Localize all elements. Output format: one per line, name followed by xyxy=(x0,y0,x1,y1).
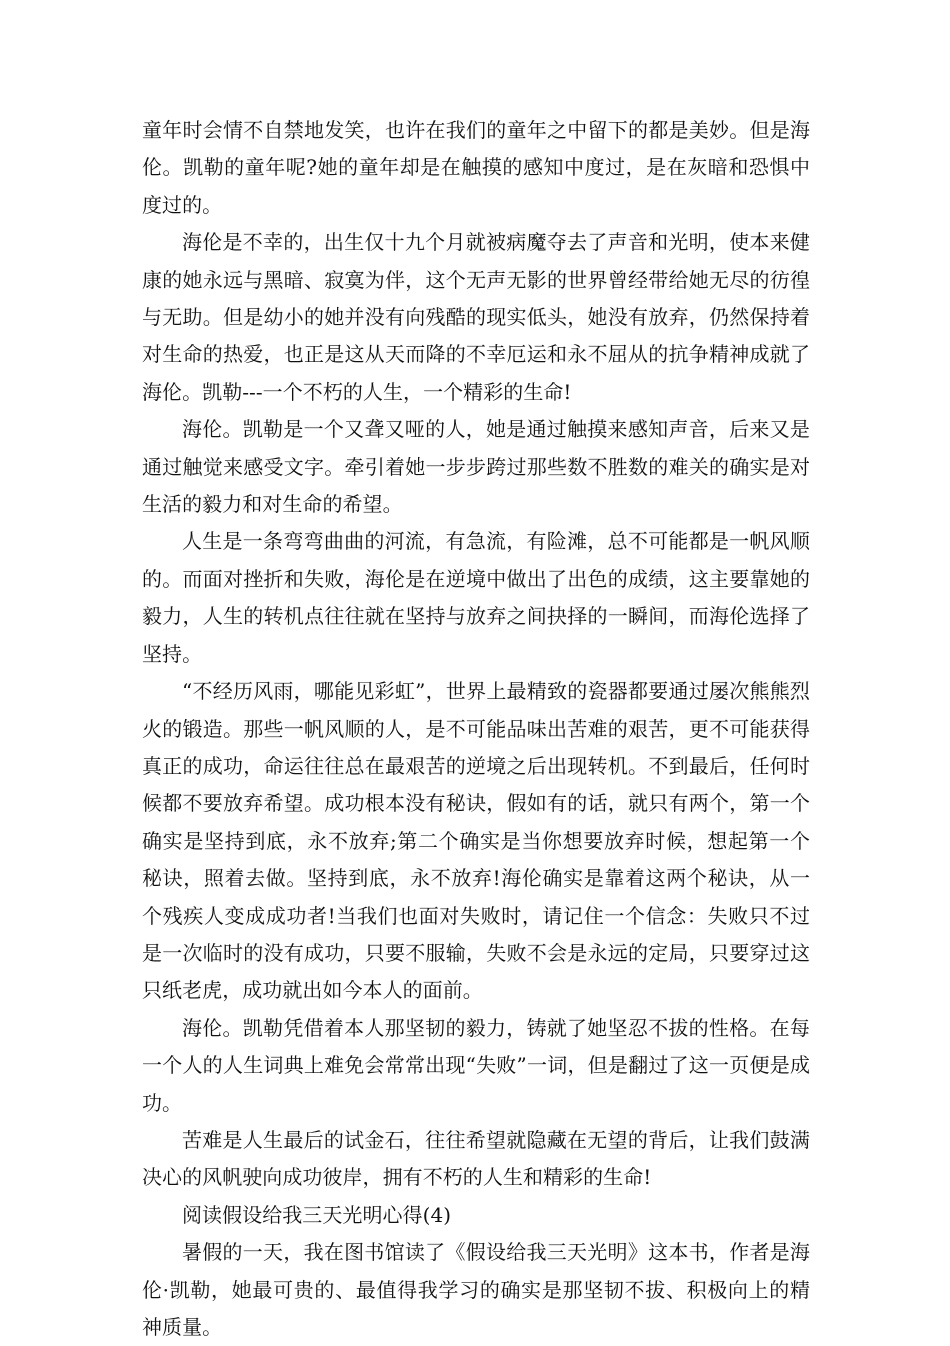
paragraph-4: 人生是一条弯弯曲曲的河流，有急流，有险滩，总不可能都是一帆风顺的。而面对挫折和失败，海伦是在逆境中做出了出色的成绩，这主要靠她的毅力，人生的转机点往往就在坚持与放弃之间抉择的一瞬间，而海伦选择了坚持。 xyxy=(142,529,810,666)
essay-body xyxy=(142,112,810,1346)
paragraph-5: “不经历风雨，哪能见彩虹”，世界上最精致的瓷器都要通过屡次熊熊烈火的锻造。那些一帆风顺的人，是不可能品味出苦难的艰苦，更不可能获得真正的成功，命运往往总在最艰苦的逆境之后出现转机。不到最后，任何时候都不要放弃希望。成功根本没有秘诀，假如有的话，就只有两个，第一个确实是坚持到底，永不放弃;第二个确实是当你想要放弃时候，想起第一个秘诀，照着去做。坚持到底，永不放弃!海伦确实是靠着这两个秘诀，从一个残疾人变成成功者!当我们也面对失败时，请记住一个信念：失败只不过是一次临时的没有成功，只要不服输，失败不会是永远的定局，只要穿过这只纸老虎，成功就出如今本人的面前。 xyxy=(142,679,810,1003)
paragraph-7: 苦难是人生最后的试金石，往往希望就隐藏在无望的背后，让我们鼓满决心的风帆驶向成功彼岸，拥有不朽的人生和精彩的生命! xyxy=(142,1127,810,1190)
paragraph-1: 童年时会情不自禁地发笑，也许在我们的童年之中留下的都是美妙。但是海伦。凯勒的童年呢?她的童年却是在触摸的感知中度过，是在灰暗和恐惧中度过的。 xyxy=(142,118,810,217)
paragraph-3: 海伦。凯勒是一个又聋又哑的人，她是通过触摸来感知声音，后来又是通过触觉来感受文字。牵引着她一步步跨过那些数不胜数的难关的确实是对生活的毅力和对生命的希望。 xyxy=(142,417,810,517)
paragraph-6: 海伦。凯勒凭借着本人那坚韧的毅力，铸就了她坚忍不拔的性格。在每一个人的人生词典上难免会常常出现“失败”一词，但是翻过了这一页便是成功。 xyxy=(142,1015,810,1115)
paragraph-8: 暑假的一天，我在图书馆读了《假设给我三天光明》这本书，作者是海伦·凯勒，她最可贵的、最值得我学习的确实是那坚韧不拔、积极向上的精神质量。 xyxy=(142,1240,810,1339)
section-heading: 阅读假设给我三天光明心得(4) xyxy=(182,1202,452,1227)
paragraph-2: 海伦是不幸的，出生仅十九个月就被病魔夺去了声音和光明，使本来健康的她永远与黑暗、寂寞为伴，这个无声无影的世界曾经带给她无尽的彷徨与无助。但是幼小的她并没有向残酷的现实低头，她没有放弃，仍然保持着对生命的热爱，也正是这从天而降的不幸厄运和永不屈从的抗争精神成就了海伦。凯勒---一个不朽的人生，一个精彩的生命! xyxy=(142,230,810,404)
